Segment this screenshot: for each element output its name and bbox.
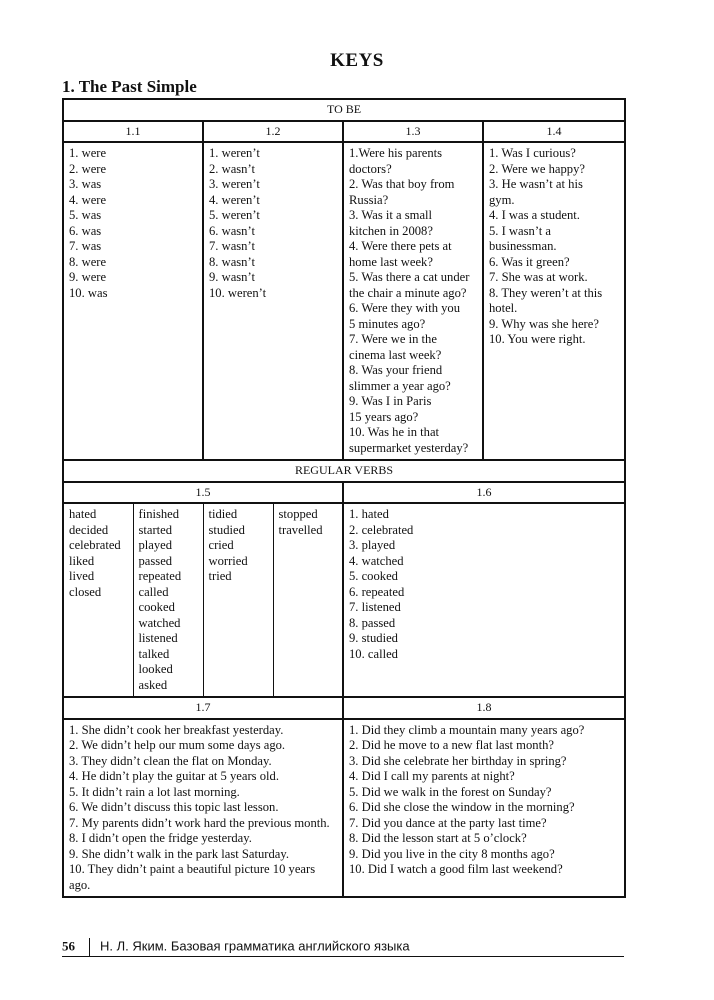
list-item: 3. weren’t	[209, 177, 260, 191]
list-item: 5. weren’t	[209, 208, 260, 222]
list-item: 8. passed	[349, 615, 396, 630]
list-item: slimmer a year ago?	[349, 378, 451, 393]
list-item: stopped	[278, 507, 318, 521]
list-item: called	[138, 584, 169, 599]
list-item: 10. called	[349, 646, 398, 661]
list-item: 2. wasn’t	[209, 161, 255, 176]
list-item: 10. was	[69, 285, 108, 300]
list-item: 10. Did I watch a good film last weekend?	[349, 862, 563, 876]
table-row	[63, 99, 625, 121]
list-item: travelled	[278, 522, 323, 537]
list-item: 6. Were they with you	[349, 301, 461, 315]
list-item: 8. Was your friend	[349, 363, 443, 377]
exercise-1-4-answers	[483, 142, 625, 460]
exercise-1-1-answers	[63, 142, 203, 460]
table-row	[63, 719, 625, 898]
list-item: 4. He didn’t play the guitar at 5 years old.	[69, 769, 279, 783]
list-item: 3. played	[349, 538, 396, 552]
exercise-1-7-answers	[63, 719, 343, 898]
list-item: 8. They weren’t at this	[489, 285, 603, 300]
list-item: 1. She didn’t cook her breakfast yesterday.	[69, 722, 284, 737]
list-item: 3. Did she celebrate her birthday in spring?	[349, 753, 567, 768]
exercise-1-5-label: 1.5	[63, 482, 343, 504]
list-item: cooked	[138, 600, 175, 614]
page-number: 56	[62, 938, 75, 954]
exercise-1-5-col-3	[203, 503, 273, 697]
list-item: Russia?	[349, 192, 389, 207]
exercise-1-3-label: 1.3	[343, 121, 483, 143]
exercise-1-2-label: 1.2	[203, 121, 343, 143]
list-item: hated	[69, 507, 97, 521]
list-item: 10. They didn’t paint a beautiful picture 10 years ago.	[69, 862, 316, 892]
list-item: talked	[138, 646, 170, 661]
list-item: looked	[138, 662, 173, 676]
list-item: 3. They didn’t clean the flat on Monday.	[69, 753, 272, 768]
list-item: 9. Did you live in the city 8 months ago?	[349, 846, 555, 861]
list-item: closed	[69, 584, 102, 599]
list-item: 10. You were right.	[489, 332, 586, 346]
list-item: 6. wasn’t	[209, 223, 255, 238]
exercise-1-5-col-2	[133, 503, 203, 697]
list-item: doctors?	[349, 161, 392, 176]
table-row	[63, 121, 625, 143]
list-item: 4. watched	[349, 553, 404, 568]
list-item: the chair a minute ago?	[349, 285, 467, 300]
exercise-1-6-answers	[343, 503, 625, 697]
list-item: liked	[69, 553, 95, 568]
list-item: 9. studied	[349, 631, 398, 645]
exercise-1-8-answers	[343, 719, 625, 898]
list-item: studied	[208, 522, 245, 537]
list-item: started	[138, 522, 173, 537]
table-row	[63, 503, 625, 697]
list-item: 2. Were we happy?	[489, 161, 585, 176]
list-item: tried	[208, 569, 232, 583]
footer-rule	[62, 956, 624, 957]
list-item: 7. She was at work.	[489, 270, 588, 284]
list-item: 8. Did the lesson start at 5 o’clock?	[349, 831, 527, 845]
list-item: gym.	[489, 192, 515, 207]
list-item: 1. Was I curious?	[489, 146, 576, 160]
list-item: 2. We didn’t help our mum some days ago.	[69, 738, 286, 752]
list-item: 4. I was a student.	[489, 208, 580, 222]
exercise-1-5-col-1	[63, 503, 133, 697]
list-item: 10. Was he in that	[349, 425, 440, 439]
list-item: 8. were	[69, 254, 107, 269]
table-row	[63, 482, 625, 504]
list-item: worried	[208, 553, 248, 568]
list-item: 6. repeated	[349, 584, 405, 599]
list-item: 1. weren’t	[209, 146, 260, 160]
exercise-1-1-label: 1.1	[63, 121, 203, 143]
list-item: 1.Were his parents	[349, 146, 443, 160]
list-item: played	[138, 538, 173, 552]
list-item: 9. were	[69, 270, 107, 284]
book-citation: Н. Л. Яким. Базовая грамматика английского языка	[100, 938, 410, 954]
list-item: 2. celebrated	[349, 522, 414, 537]
list-item: watched	[138, 615, 181, 630]
list-item: 1. were	[69, 146, 107, 160]
list-item: 8. I didn’t open the fridge yesterday.	[69, 831, 252, 845]
footer-divider	[89, 938, 90, 956]
list-item: 6. Was it green?	[489, 254, 570, 269]
exercise-1-2-answers	[203, 142, 343, 460]
page-title: KEYS	[330, 50, 384, 71]
list-item: passed	[138, 553, 173, 568]
list-item: home last week?	[349, 254, 433, 269]
list-item: businessman.	[489, 239, 557, 253]
list-item: asked	[138, 677, 168, 692]
list-item: 4. Did I call my parents at night?	[349, 769, 515, 783]
exercise-1-3-answers	[343, 142, 483, 460]
list-item: kitchen in 2008?	[349, 223, 433, 238]
list-item: 1. Did they climb a mountain many years ago?	[349, 722, 585, 737]
list-item: 2. were	[69, 161, 107, 176]
list-item: 9. She didn’t walk in the park last Saturday.	[69, 846, 290, 861]
exercise-1-8-label: 1.8	[343, 697, 625, 719]
list-item: supermarket yesterday?	[349, 440, 469, 455]
list-item: listened	[138, 631, 178, 645]
list-item: 9. Was I in Paris	[349, 394, 432, 408]
list-item: 5. Did we walk in the forest on Sunday?	[349, 784, 552, 799]
regular-verbs-header: REGULAR VERBS	[63, 460, 625, 482]
list-item: 9. wasn’t	[209, 270, 255, 284]
list-item: 2. Was that boy from	[349, 177, 455, 191]
section-title: 1. The Past Simple	[62, 77, 197, 96]
list-item: 6. Did she close the window in the morning?	[349, 800, 575, 814]
list-item: repeated	[138, 569, 182, 583]
list-item: 6. was	[69, 223, 102, 238]
list-item: 7. listened	[349, 600, 401, 614]
list-item: 4. weren’t	[209, 192, 260, 207]
list-item: 3. Was it a small	[349, 208, 433, 222]
list-item: 7. Were we in the	[349, 332, 437, 346]
list-item: finished	[138, 507, 180, 521]
exercise-1-5-col-4	[273, 503, 343, 697]
exercise-1-7-label: 1.7	[63, 697, 343, 719]
list-item: celebrated	[69, 538, 121, 552]
list-item: 5 minutes ago?	[349, 316, 426, 331]
page-footer	[62, 938, 410, 956]
table-row	[63, 697, 625, 719]
list-item: cinema last week?	[349, 347, 442, 362]
list-item: 5. cooked	[349, 569, 398, 583]
list-item: 5. I wasn’t a	[489, 223, 552, 238]
list-item: decided	[69, 522, 109, 537]
list-item: 6. We didn’t discuss this topic last lesson.	[69, 800, 279, 814]
list-item: 3. He wasn’t at his	[489, 177, 583, 191]
list-item: 5. was	[69, 208, 102, 222]
list-item: lived	[69, 569, 95, 583]
exercise-1-4-label: 1.4	[483, 121, 625, 143]
list-item: 3. was	[69, 177, 102, 191]
list-item: 5. Was there a cat under	[349, 270, 470, 284]
list-item: 1. hated	[349, 507, 389, 521]
list-item: 5. It didn’t rain a lot last morning.	[69, 784, 240, 799]
to-be-header: TO BE	[63, 99, 625, 121]
list-item: 7. wasn’t	[209, 239, 255, 253]
list-item: 7. My parents didn’t work hard the previous month.	[69, 815, 330, 830]
list-item: 8. wasn’t	[209, 254, 255, 269]
list-item: hotel.	[489, 301, 518, 315]
list-item: 4. were	[69, 192, 107, 207]
list-item: 7. Did you dance at the party last time?	[349, 815, 547, 830]
list-item: cried	[208, 538, 234, 552]
list-item: 4. Were there pets at	[349, 239, 452, 253]
list-item: 2. Did he move to a new flat last month?	[349, 738, 554, 752]
list-item: 15 years ago?	[349, 409, 419, 424]
list-item: 9. Why was she here?	[489, 316, 599, 331]
table-row	[63, 142, 625, 460]
keys-table	[62, 98, 626, 898]
list-item: 10. weren’t	[209, 285, 267, 300]
exercise-1-6-label: 1.6	[343, 482, 625, 504]
list-item: 7. was	[69, 239, 102, 253]
list-item: tidied	[208, 507, 238, 521]
table-row	[63, 460, 625, 482]
